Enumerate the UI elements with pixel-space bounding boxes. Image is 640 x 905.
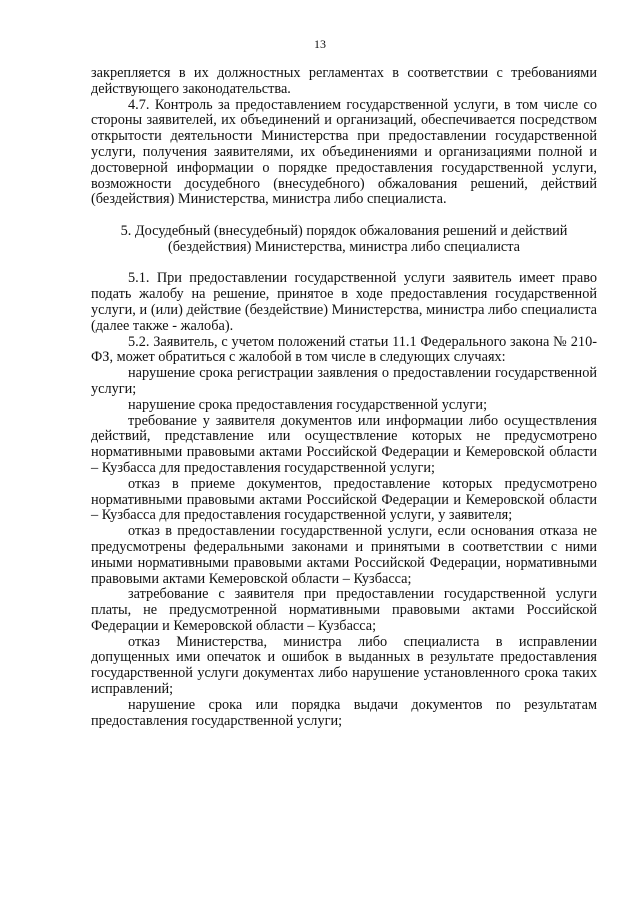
paragraph: 5.2. Заявитель, с учетом положений статьи 11.1 Федерального закона № 210-ФЗ, может обратиться с жалобой в том числе в следующих случаях: (91, 333, 597, 366)
list-item: отказ Министерства, министра либо специалиста в исправлении допущенных ими опечаток и ошибок в выданных в результате предоставления государственной услуги документах либо нарушение установленного срока таких исправлений; (91, 633, 597, 698)
paragraph: 4.7. Контроль за предоставлением государственной услуги, в том числе со стороны заявителей, их объединений и организаций, обеспечивается посредством открытости деятельности Министерства при предоставлении государственной услуги, получения заявителями, их объединениями и организациями полной и достоверной информации о порядке предоставления государственной услуги, возможности досудебного (внесудебного) обжалования решений, действий (бездействия) Министерства, министра либо специалиста. (91, 96, 597, 208)
list-item: нарушение срока регистрации заявления о предоставлении государственной услуги; (91, 365, 597, 397)
list-item: нарушение срока предоставления государственной услуги; (128, 396, 488, 413)
document-body (91, 66, 597, 729)
page-number: 13 (314, 37, 326, 51)
list-item: требование у заявителя документов или информации либо осуществления действий, представление или осуществление которых не предусмотрено нормативными правовыми актами Российской Федерации и Кемеровской области – Кузбасса для предоставления государственной услуги; (91, 412, 597, 476)
section-heading: 5. Досудебный (внесудебный) порядок обжалования решений и действий (бездействия) Министерства, министра либо специалиста (120, 222, 568, 255)
paragraph: 5.1. При предоставлении государственной услуги заявитель имеет право подать жалобу на решение, принятое в ходе предоставления государственной услуги, и (или) действие (бездействие) Министерства, министра либо специалиста (далее также - жалоба). (91, 270, 597, 334)
list-item: отказ в предоставлении государственной услуги, если основания отказа не предусмотрены федеральными законами и принятыми в соответствии с ними иными нормативными правовыми актами Российской Федерации, нормативными правовыми актами Кемеровской области – Кузбасса; (91, 523, 597, 587)
list-item: нарушение срока или порядка выдачи документов по результатам предоставления государственной услуги; (91, 696, 597, 729)
list-item: затребование с заявителя при предоставлении государственной услуги платы, не предусмотренной нормативными правовыми актами Российской Федерации и Кемеровской области – Кузбасса; (91, 586, 597, 634)
paragraph: закрепляется в их должностных регламентах в соответствии с требованиями действующего законодательства. (91, 65, 597, 97)
list-item: отказ в приеме документов, предоставление которых предусмотрено нормативными правовыми актами Российской Федерации и Кемеровской области – Кузбасса для предоставления государственной услуги, у заявителя; (91, 475, 597, 524)
